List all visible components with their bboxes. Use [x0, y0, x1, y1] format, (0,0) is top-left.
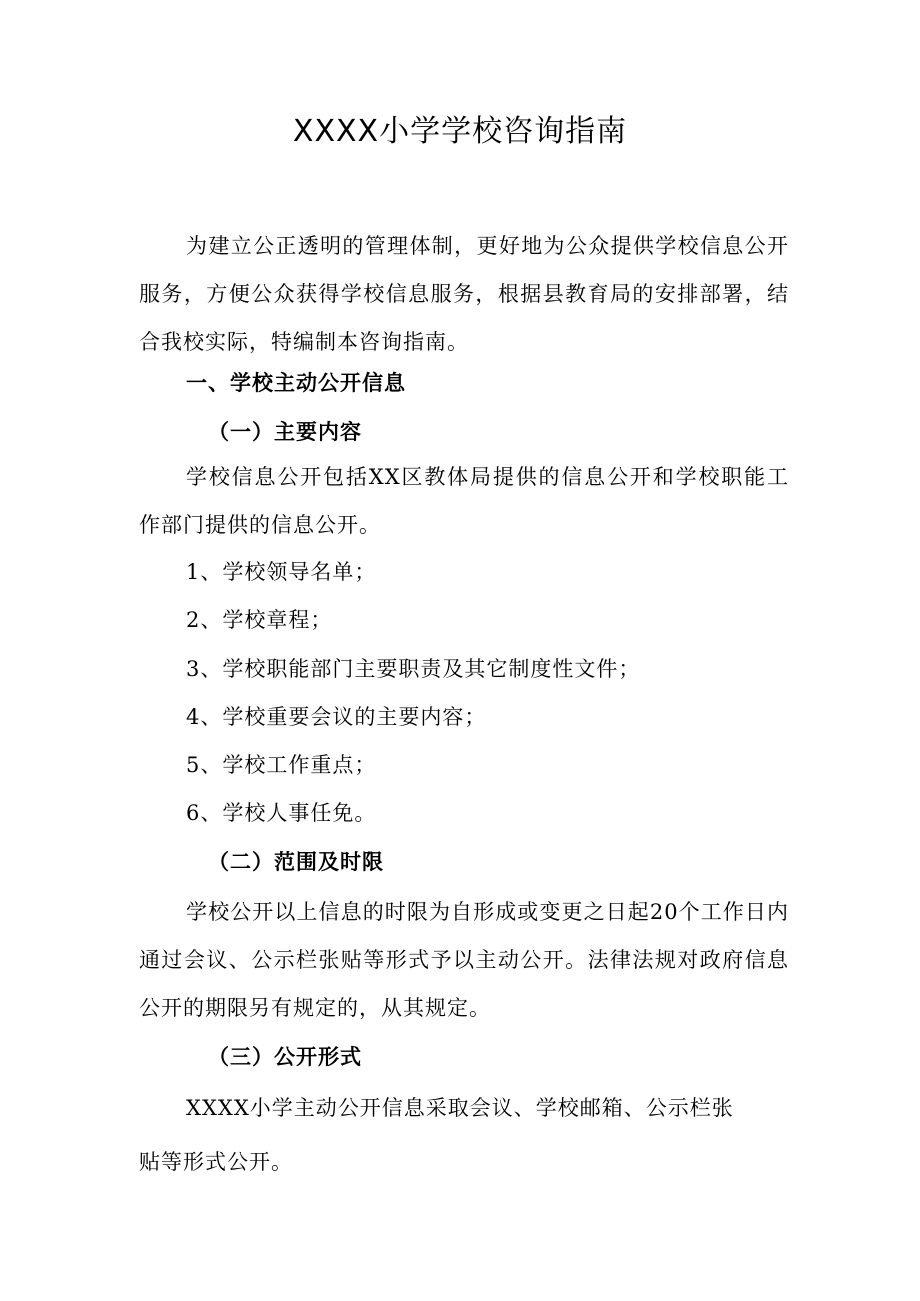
scope-paragraph: 学校公开以上信息的时限为自形成或变更之日起20个工作日内通过会议、公示栏张贴等形式予以主动公开。法律法规对政府信息公开的期限另有规定的，从其规定。: [139, 900, 789, 1020]
subsection-heading-content: （一）主要内容: [208, 420, 362, 444]
list-item: 5、学校工作重点；: [186, 753, 377, 777]
list-item: 6、学校人事任免。: [186, 801, 377, 825]
document-title: XXXX小学学校咨询指南: [292, 114, 628, 149]
list-item: 4、学校重要会议的主要内容；: [186, 705, 487, 729]
content-paragraph: 学校信息公开包括XX区教体局提供的信息公开和学校职能工作部门提供的信息公开。: [139, 465, 789, 537]
subsection-heading-scope: （二）范围及时限: [208, 850, 384, 874]
list-item: 2、学校章程；: [186, 608, 333, 632]
form-paragraph-line: XXXX小学主动公开信息采取会议、学校邮箱、公示栏张: [186, 1096, 734, 1120]
list-item: 3、学校职能部门主要职责及其它制度性文件；: [186, 657, 641, 681]
subsection-heading-form: （三）公开形式: [208, 1045, 362, 1069]
section-heading: 一、学校主动公开信息: [186, 371, 406, 395]
form-paragraph-line: 贴等形式公开。: [139, 1150, 293, 1174]
intro-paragraph: 为建立公正透明的管理体制，更好地为公众提供学校信息公开服务，方便公众获得学校信息服务，根据县教育局的安排部署，结合我校实际，特编制本咨询指南。: [139, 234, 789, 354]
list-item: 1、学校领导名单；: [186, 560, 377, 584]
